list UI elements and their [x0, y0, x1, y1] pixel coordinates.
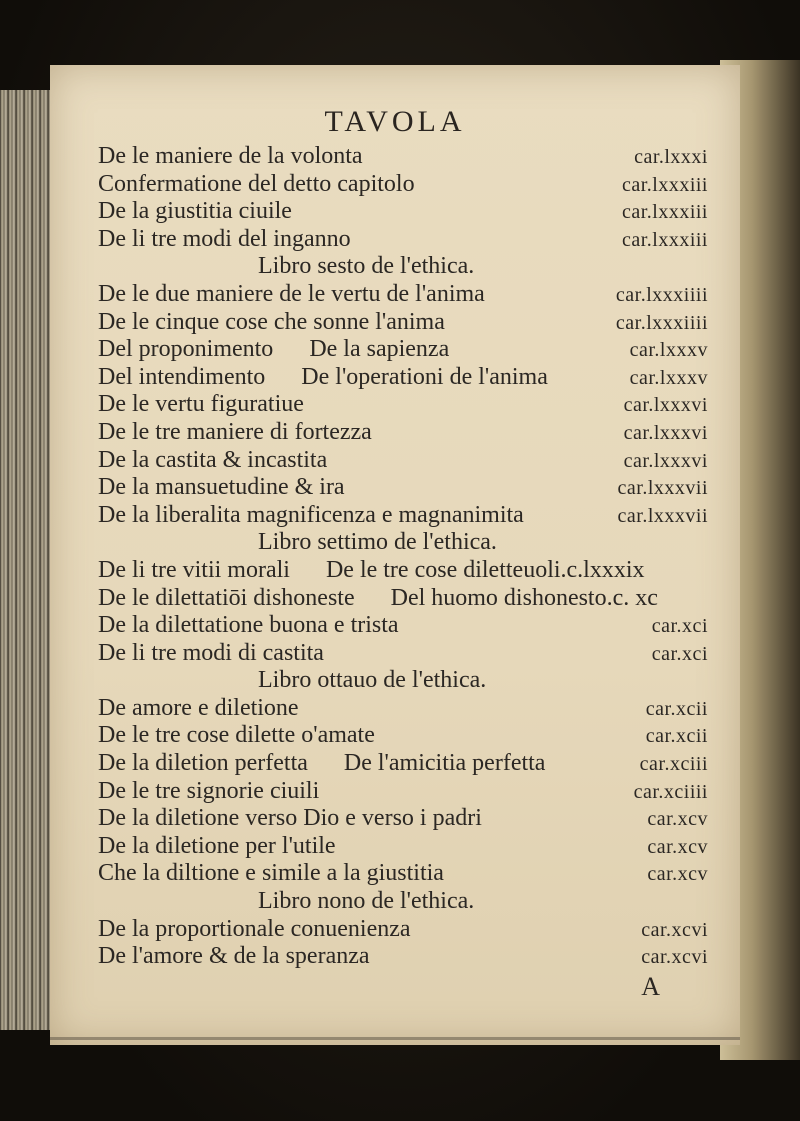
toc-entry-title: De la giustitia ciuile — [98, 198, 292, 225]
toc-entry-page-ref: car.lxxxiiii — [615, 311, 708, 334]
toc-entry-page-ref: car.lxxxv — [629, 366, 708, 389]
toc-entry-title: De le dilettatiōi dishoneste — [98, 584, 355, 611]
toc-entry-title: Del intendimento — [98, 363, 266, 390]
toc-entry-title: De la diletione per l'utile — [98, 832, 336, 859]
toc-entry-page-ref: car.xcv — [647, 835, 708, 858]
toc-entry — [98, 612, 708, 640]
toc-entry-page-ref: car.xcv — [647, 808, 708, 831]
running-head: TAVOLA — [324, 105, 466, 138]
toc-entry-title: Del huomo dishonesto.c. xc — [390, 584, 658, 611]
toc-entry-titles — [98, 943, 370, 971]
toc-entry-titles — [98, 474, 345, 502]
table-of-contents — [98, 143, 708, 1003]
toc-entry-title: De le tre maniere di fortezza — [98, 418, 372, 445]
toc-entry-page-ref: car.lxxxv — [629, 339, 708, 362]
toc-entry-page-ref: car.lxxxvi — [623, 421, 708, 444]
toc-entry — [98, 640, 708, 668]
toc-entry — [98, 336, 708, 364]
toc-entry — [98, 750, 708, 778]
toc-entry-title: De la diletion perfetta — [98, 750, 308, 777]
toc-entry-titles — [98, 198, 292, 226]
toc-entry — [98, 778, 708, 806]
toc-entry — [98, 943, 708, 971]
toc-entry — [98, 722, 708, 750]
toc-entry-title: De la dilettatione buona e trista — [98, 612, 399, 639]
toc-entry-titles — [98, 833, 336, 861]
page-bottom-rule — [50, 1037, 740, 1040]
toc-entry — [98, 474, 708, 502]
toc-entry-titles — [98, 502, 524, 530]
toc-entry — [98, 860, 708, 888]
toc-entry-title: De le maniere de la volonta — [98, 143, 363, 169]
toc-entry-titles — [98, 916, 411, 944]
toc-entry-title: De le tre cose dilette o'amate — [98, 722, 375, 749]
toc-entry-title: De l'amicitia perfetta — [343, 750, 546, 777]
toc-entry-title: De le due maniere de le vertu de l'anima — [98, 280, 485, 307]
toc-entry-title: De le vertu figuratiue — [98, 391, 304, 418]
toc-entry-title: De la proportionale conuenienza — [98, 915, 411, 942]
toc-entry-titles — [98, 750, 545, 778]
toc-entry-page-ref: car.xcvi — [641, 918, 708, 941]
toc-entry — [98, 502, 708, 530]
toc-entry-page-ref: car.xcv — [647, 863, 708, 886]
toc-entry — [98, 226, 708, 254]
toc-entry-title: De le cinque cose che sonne l'anima — [98, 308, 445, 335]
book-heading: Libro nono de l'ethica. — [258, 888, 475, 915]
toc-entry-title: De le tre signorie ciuili — [98, 777, 320, 804]
toc-entry-titles — [98, 585, 658, 613]
toc-entry-title: De la sapienza — [309, 336, 450, 363]
toc-entry — [98, 171, 708, 199]
toc-entry — [98, 447, 708, 475]
toc-entry — [98, 805, 708, 833]
toc-entry-page-ref: car.lxxxvi — [623, 394, 708, 417]
toc-entry-title: De la diletione verso Dio e verso i padri — [98, 805, 482, 832]
toc-entry-titles — [98, 143, 363, 171]
toc-entry-titles — [98, 281, 485, 309]
toc-entry-titles — [98, 447, 327, 475]
toc-entry-title: De la mansuetudine & ira — [98, 474, 345, 501]
toc-entry — [98, 364, 708, 392]
toc-entry-title: De le tre cose diletteuoli.c.lxxxix — [325, 556, 645, 583]
toc-entry-page-ref: car.xcvi — [641, 946, 708, 969]
toc-entry-titles — [98, 860, 444, 888]
book-heading: Libro sesto de l'ethica. — [258, 253, 475, 280]
toc-entry — [98, 143, 708, 171]
toc-entry-title: Confermatione del detto capitolo — [98, 170, 415, 197]
toc-entry-title: De amore e diletione — [98, 694, 299, 721]
toc-entry-titles — [98, 695, 299, 723]
toc-entry-titles — [98, 778, 319, 806]
toc-entry-titles — [98, 364, 548, 392]
toc-entry-title: De li tre modi del inganno — [98, 225, 351, 252]
toc-entry-titles — [98, 391, 304, 419]
toc-entry-titles — [98, 722, 375, 750]
toc-entry-page-ref: car.lxxxvii — [617, 477, 708, 500]
toc-entry-title: De l'amore & de la speranza — [98, 943, 370, 970]
toc-entry-titles — [98, 640, 324, 668]
toc-entry-page-ref: car.lxxxiii — [621, 173, 708, 196]
toc-entry-title: De la liberalita magnificenza e magnanimita — [98, 501, 524, 528]
toc-entry-title: De li tre vitii morali — [98, 556, 290, 583]
toc-entry — [98, 557, 708, 585]
toc-entry-title: De li tre modi di castita — [98, 639, 324, 666]
toc-entry-title: De la castita & incastita — [98, 446, 328, 473]
toc-entry-page-ref: car.lxxxvi — [623, 449, 708, 472]
toc-entry-page-ref: car.xcii — [645, 697, 708, 720]
toc-entry-titles — [98, 612, 399, 640]
toc-entry-page-ref: car.lxxxiii — [621, 228, 708, 251]
toc-entry-page-ref: car.lxxxi — [634, 146, 708, 168]
toc-entry — [98, 419, 708, 447]
toc-entry — [98, 281, 708, 309]
toc-entry-page-ref: car.xci — [651, 642, 708, 665]
toc-entry-titles — [98, 226, 351, 254]
book-heading: Libro ottauo de l'ethica. — [258, 667, 487, 694]
toc-entry-titles — [98, 419, 372, 447]
toc-entry-titles — [98, 336, 449, 364]
toc-entry-page-ref: car.xciii — [639, 753, 708, 776]
toc-entry-page-ref: car.xciiii — [633, 780, 708, 803]
book-page — [50, 65, 740, 1045]
toc-entry — [98, 309, 708, 337]
toc-entry — [98, 833, 708, 861]
book-heading: Libro settimo de l'ethica. — [258, 529, 497, 556]
toc-entry — [98, 695, 708, 723]
toc-entry — [98, 916, 708, 944]
toc-entry-page-ref: car.xci — [651, 615, 708, 638]
toc-entry-title: Che la diltione e simile a la giustitia — [98, 860, 444, 887]
toc-entry-page-ref: car.xcii — [645, 725, 708, 748]
toc-entry-titles — [98, 805, 482, 833]
toc-entry-page-ref: car.lxxxvii — [617, 504, 708, 527]
catchword: A — [641, 971, 660, 1001]
toc-entry-title: De l'operationi de l'anima — [301, 363, 548, 390]
toc-entry-titles — [98, 309, 445, 337]
toc-entry-titles — [98, 171, 415, 199]
toc-entry-page-ref: car.lxxxiii — [621, 201, 708, 224]
toc-entry-titles — [98, 557, 645, 585]
toc-entry — [98, 391, 708, 419]
toc-entry-title: Del proponimento — [98, 336, 274, 363]
toc-entry — [98, 585, 708, 613]
toc-entry — [98, 198, 708, 226]
toc-entry-page-ref: car.lxxxiiii — [615, 283, 708, 306]
